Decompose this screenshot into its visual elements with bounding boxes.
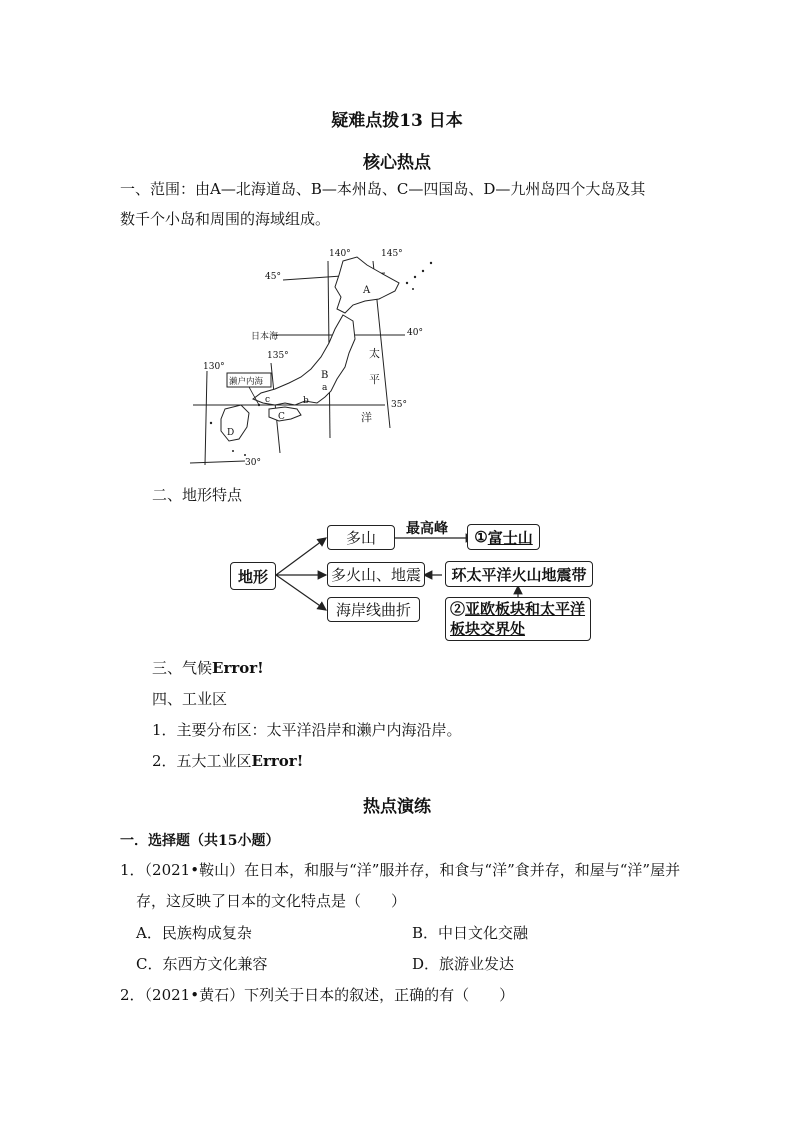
- point-b-label: b: [303, 396, 309, 406]
- node-coast: 海岸线曲折: [327, 597, 420, 622]
- node-plate-number: ②: [450, 600, 466, 618]
- terrain-heading: 二、地形特点: [152, 486, 243, 504]
- page-title: 疑难点拨13 日本: [331, 111, 463, 131]
- industry-heading: 四、工业区: [152, 690, 228, 708]
- lat-30-label: 30°: [245, 458, 261, 468]
- range-line-1: 一、范围：由A—北海道岛、B—本州岛、C—四国岛、D—九州岛四个大岛及其: [120, 180, 646, 198]
- range-line-2: 数千个小岛和周围的海域组成。: [120, 210, 331, 228]
- sea-japan-label: 日本海: [251, 332, 279, 342]
- lat-35-label: 35°: [391, 400, 407, 410]
- question-2-line-1: 2．（2021•黄石）下列关于日本的叙述，正确的有（ ）: [120, 986, 515, 1004]
- island-B-label: B: [321, 370, 329, 381]
- question-1-option-C[interactable]: C．东西方文化兼容: [136, 955, 268, 973]
- node-terrain-root: 地形: [230, 562, 276, 590]
- climate-heading: [152, 654, 264, 683]
- node-fuji-text: 富士山: [487, 528, 533, 547]
- node-plate: [445, 597, 591, 641]
- point-a-label: a: [322, 383, 328, 393]
- section-heading-practice: 热点演练: [363, 797, 431, 817]
- lat-45-label: 45°: [265, 272, 281, 282]
- node-fuji-number: ①: [474, 528, 488, 546]
- question-1-option-A[interactable]: A．民族构成复杂: [136, 924, 252, 942]
- question-1-line-1: 1．（2021•鞍山）在日本，和服与“洋”服并存，和食与“洋”食并存，和屋与“洋”屋并: [120, 861, 681, 879]
- industry-item-2: [152, 747, 303, 776]
- lat-40-label: 40°: [407, 328, 423, 338]
- lon-145-label: 145°: [381, 249, 403, 259]
- node-fuji: [467, 524, 540, 550]
- question-1-line-2: 存，这反映了日本的文化特点是（ ）: [136, 892, 407, 910]
- industry-item-2-error: Error!: [251, 752, 304, 770]
- climate-error: Error!: [212, 659, 264, 677]
- industry-item-1: 1．主要分布区：太平洋沿岸和濑户内海沿岸。: [152, 721, 462, 739]
- pacific-char-1: 太: [369, 347, 380, 360]
- lon-140-label: 140°: [329, 249, 351, 259]
- edge-label-highest: 最高峰: [406, 521, 448, 537]
- node-volcano: 多火山、地震: [327, 562, 425, 587]
- node-mountain: 多山: [327, 525, 395, 550]
- question-1-option-D[interactable]: D．旅游业发达: [412, 955, 515, 973]
- island-C-label: C: [278, 412, 285, 422]
- island-A-label: A: [363, 285, 371, 296]
- industry-item-2-label: 2．五大工业区: [152, 752, 252, 770]
- point-c-label: c: [265, 395, 271, 405]
- lon-130-label: 130°: [203, 362, 225, 372]
- practice-subheading: 一．选择题（共15小题）: [120, 833, 280, 849]
- section-heading-core: 核心热点: [363, 153, 431, 173]
- question-1-option-B[interactable]: B．中日文化交融: [412, 924, 529, 942]
- node-plate-line1: 亚欧板块和太平洋: [465, 600, 586, 618]
- island-D-label: D: [227, 428, 235, 438]
- node-belt: 环太平洋火山地震带: [445, 561, 593, 587]
- japan-map: [185, 243, 445, 471]
- seto-label: 濑户内海: [229, 377, 264, 387]
- meridian-130: [205, 371, 207, 465]
- lon-135-label: 135°: [267, 351, 289, 361]
- pacific-char-3: 洋: [361, 411, 372, 424]
- climate-label: 三、气候: [152, 659, 213, 677]
- node-plate-line2: 板块交界处: [450, 620, 526, 638]
- parallel-30: [190, 461, 245, 463]
- pacific-char-2: 平: [369, 373, 380, 386]
